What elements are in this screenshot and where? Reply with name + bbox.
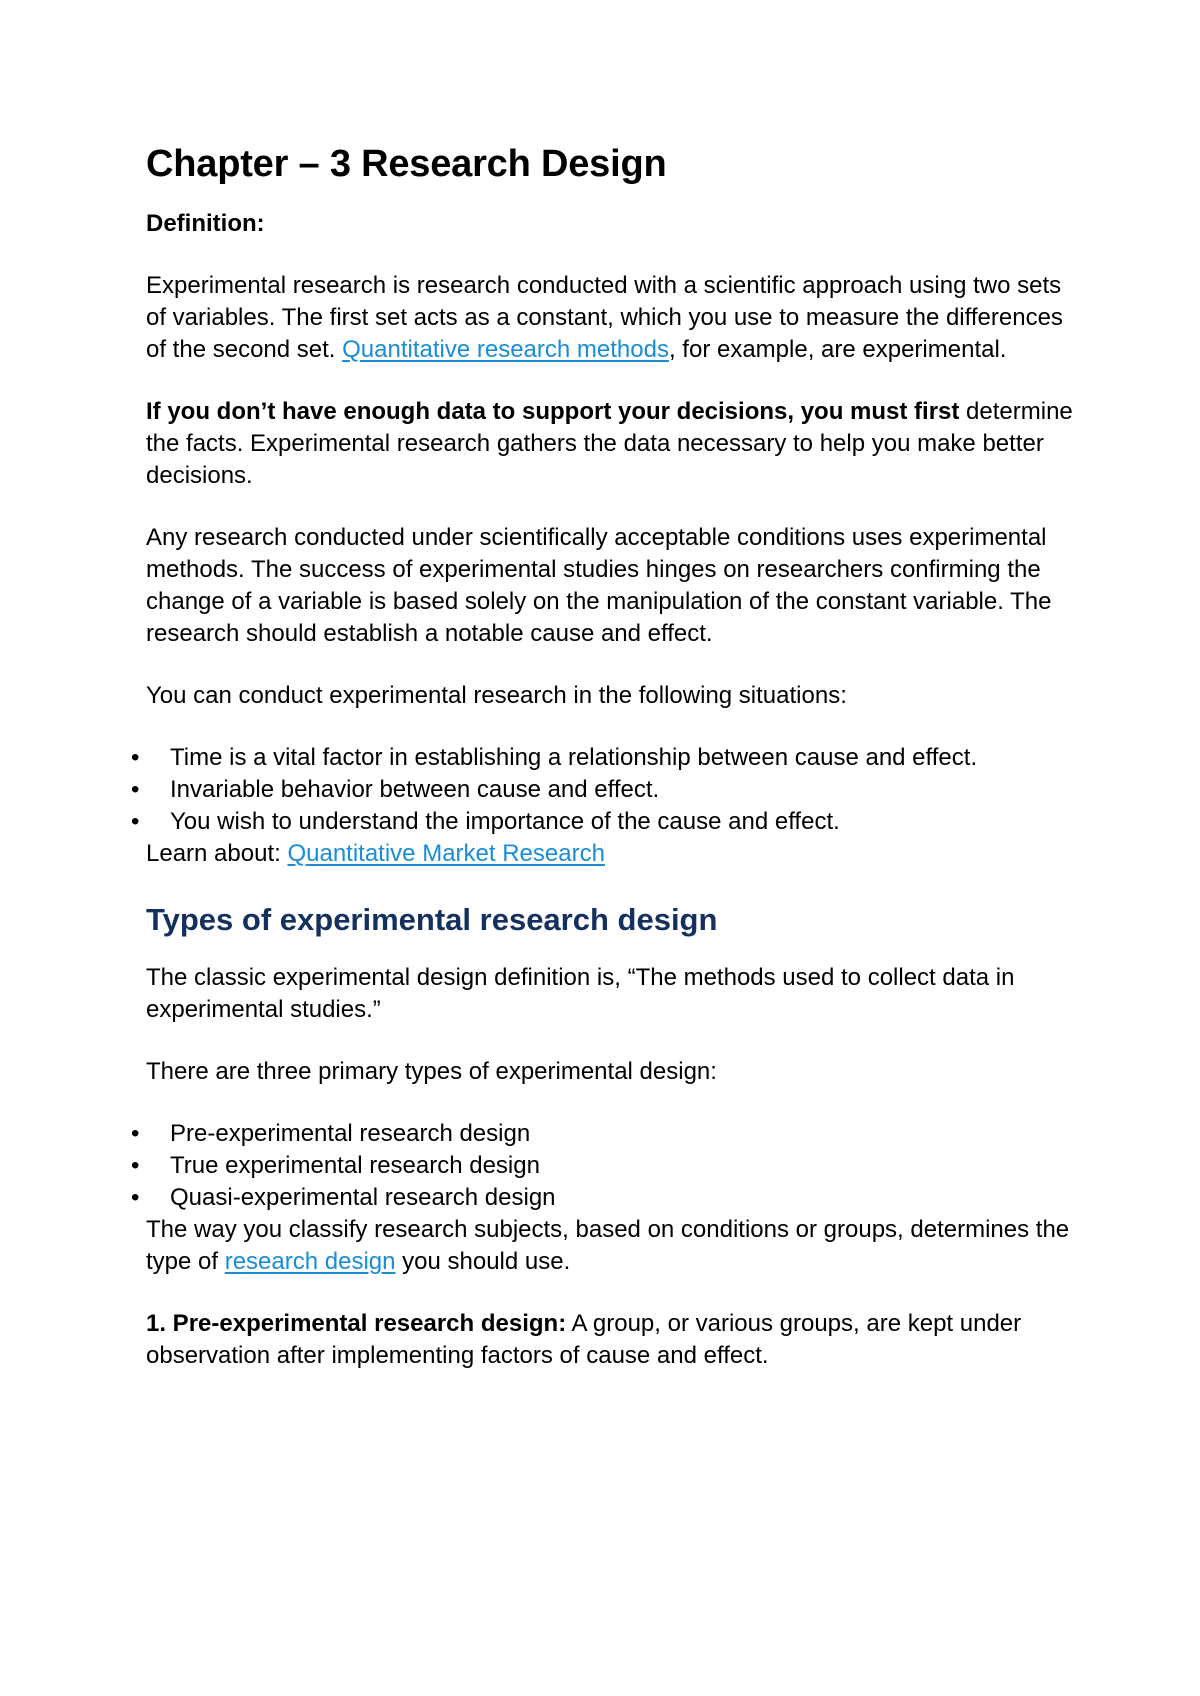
bullet-icon: •: [131, 1120, 140, 1147]
list-item: [131, 1182, 1076, 1214]
paragraph-scientific-conditions: Any research conducted under scientifically acceptable conditions uses experimental methods. The success of experimental studies hinges on researchers confirming the change of a variable is based solely on the manipulation of the constant variable. The research should establish a notable cause and effect.: [146, 524, 1052, 647]
list-item: [131, 1150, 1076, 1182]
paragraph-types-intro: There are three primary types of experimental design:: [146, 1058, 717, 1085]
paragraph-classic-definition: The classic experimental design definition is, “The methods used to collect data in experimental studies.”: [146, 964, 1015, 1023]
paragraph-text: A group, or various groups, are kept under observation after implementing factors of cause and effect.: [146, 1310, 1022, 1369]
bullet-icon: •: [131, 808, 140, 835]
list-item: [131, 774, 1076, 806]
paragraph-experimental-definition: [146, 270, 1076, 366]
bullet-icon: •: [131, 1184, 140, 1211]
paragraph-data-decisions: [146, 396, 1076, 492]
list-item-text: Quasi-experimental research design: [170, 1184, 556, 1211]
learn-about-line: [146, 838, 1076, 870]
learn-about-label: Learn about:: [146, 840, 288, 867]
list-item-text: Time is a vital factor in establishing a relationship between cause and effect.: [170, 744, 978, 771]
document-page: [131, 140, 1076, 1372]
paragraph-classify-subjects: [146, 1214, 1076, 1278]
paragraph-text: The way you classify research subjects, based on conditions or groups, determines the type of: [146, 1216, 1070, 1275]
list-item-text: Invariable behavior between cause and effect.: [170, 776, 660, 803]
bold-lead-text: If you don’t have enough data to support your decisions, you must first: [146, 398, 960, 425]
paragraph-text: you should use.: [395, 1248, 571, 1275]
paragraph-text: Experimental research is research conducted with a scientific approach using two sets of variables. The first set acts as a constant, which you use to measure the differences of the second set.: [146, 272, 1063, 363]
types-list: [131, 1118, 1076, 1214]
research-design-link[interactable]: research design: [224, 1248, 396, 1275]
quantitative-research-methods-link[interactable]: Quantitative research methods: [342, 336, 669, 363]
paragraph-situations-intro: You can conduct experimental research in the following situations:: [146, 682, 847, 709]
list-item: [131, 742, 1076, 774]
list-item: [131, 806, 1076, 838]
bullet-icon: •: [131, 744, 140, 771]
paragraph-text: determine the facts. Experimental research gathers the data necessary to help you make better decisions.: [146, 398, 1073, 489]
list-item-text: Pre-experimental research design: [170, 1120, 531, 1147]
page-title: Chapter – 3 Research Design: [146, 143, 667, 185]
quantitative-market-research-link[interactable]: Quantitative Market Research: [287, 840, 605, 867]
situations-list: [131, 742, 1076, 838]
list-item-text: You wish to understand the importance of the cause and effect.: [170, 808, 840, 835]
bold-lead-text: 1. Pre-experimental research design:: [146, 1310, 567, 1337]
bullet-icon: •: [131, 776, 140, 803]
definition-label: Definition:: [146, 210, 265, 237]
paragraph-text: , for example, are experimental.: [668, 336, 1007, 363]
paragraph-pre-experimental: [146, 1308, 1076, 1372]
bullet-icon: •: [131, 1152, 140, 1179]
section-heading: Types of experimental research design: [146, 902, 718, 937]
list-item-text: True experimental research design: [170, 1152, 540, 1179]
list-item: [131, 1118, 1076, 1150]
